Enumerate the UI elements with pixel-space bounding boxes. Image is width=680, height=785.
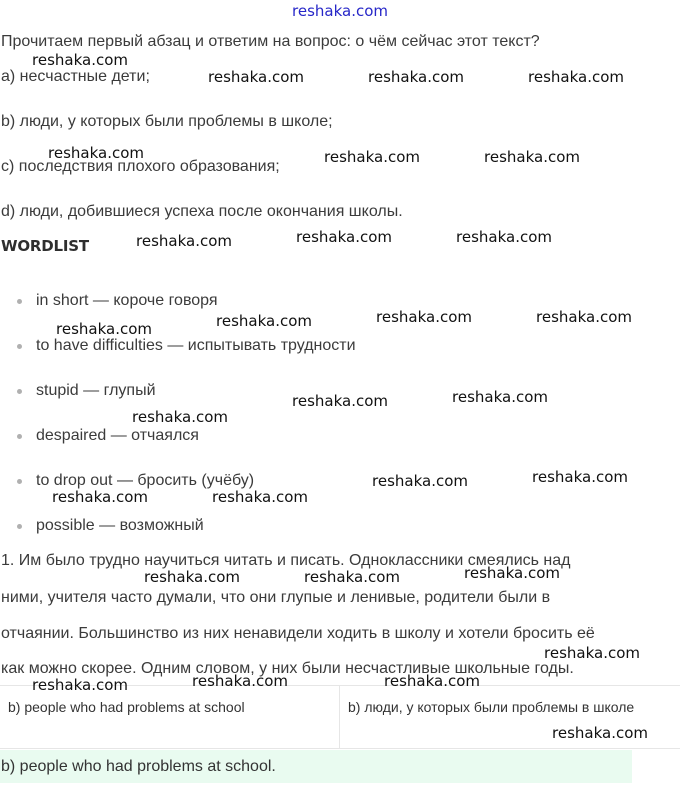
watermark: reshaka.com (52, 488, 148, 506)
wordlist-item: in short — короче говоря (36, 292, 218, 309)
table-divider (339, 686, 340, 748)
option-b: b) люди, у которых были проблемы в школе; (1, 113, 333, 130)
watermark: reshaka.com (452, 388, 548, 406)
watermark: reshaka.com (456, 228, 552, 246)
watermark: reshaka.com (304, 568, 400, 586)
question-text: Прочитаем первый абзац и ответим на вопрос: о чём сейчас этот текст? (1, 33, 540, 50)
watermark: reshaka.com (32, 676, 128, 694)
watermark: reshaka.com (464, 564, 560, 582)
answer-text: b) people who had problems at school. (1, 758, 276, 775)
bullet-icon (17, 299, 22, 304)
bullet-icon (17, 434, 22, 439)
watermark: reshaka.com (216, 312, 312, 330)
watermark: reshaka.com (544, 644, 640, 662)
option-d: d) люди, добившиеся успеха после окончания школы. (1, 203, 403, 220)
watermark: reshaka.com (368, 68, 464, 86)
bullet-icon (17, 479, 22, 484)
watermark: reshaka.com (528, 68, 624, 86)
watermark: reshaka.com (372, 472, 468, 490)
watermark: reshaka.com (484, 148, 580, 166)
watermark: reshaka.com (552, 724, 648, 742)
watermark: reshaka.com (192, 672, 288, 690)
watermark: reshaka.com (212, 488, 308, 506)
wordlist-item: possible — возможный (36, 517, 204, 534)
watermark: reshaka.com (324, 148, 420, 166)
watermark: reshaka.com (384, 672, 480, 690)
watermark: reshaka.com (144, 568, 240, 586)
wordlist-item: stupid — глупый (36, 382, 156, 399)
table-cell-right: b) люди, у которых были проблемы в школе (348, 699, 635, 715)
bullet-icon (17, 344, 22, 349)
paragraph-line: как можно скорее. Одним словом, у них были несчастливые школьные годы. (1, 660, 574, 677)
paragraph-line: 1. Им было трудно научиться читать и писать. Одноклассники смеялись над (1, 552, 571, 569)
watermark: reshaka.com (292, 392, 388, 410)
watermark: reshaka.com (48, 144, 144, 162)
watermark: reshaka.com (296, 228, 392, 246)
watermark: reshaka.com (536, 308, 632, 326)
bullet-icon (17, 524, 22, 529)
watermark: reshaka.com (56, 320, 152, 338)
watermark: reshaka.com (208, 68, 304, 86)
wordlist-title: WORDLIST (1, 237, 89, 255)
paragraph-line: ними, учителя часто думали, что они глупые и ленивые, родители были в (1, 589, 551, 606)
watermark: reshaka.com (136, 232, 232, 250)
watermark: reshaka.com (132, 408, 228, 426)
bullet-icon (17, 389, 22, 394)
watermark-top: reshaka.com (292, 2, 388, 20)
wordlist-item: despaired — отчаялся (36, 427, 199, 444)
option-a: a) несчастные дети; (1, 68, 150, 85)
wordlist-item: to have difficulties — испытывать трудности (36, 337, 356, 354)
table-cell-left: b) people who had problems at school (8, 699, 245, 715)
watermark: reshaka.com (532, 468, 628, 486)
watermark: reshaka.com (32, 51, 128, 69)
paragraph-line: отчаянии. Большинство из них ненавидели ходить в школу и хотели бросить её (1, 625, 595, 642)
option-c: c) последствия плохого образования; (1, 158, 280, 175)
wordlist-item: to drop out — бросить (учёбу) (36, 472, 255, 489)
watermark: reshaka.com (376, 308, 472, 326)
